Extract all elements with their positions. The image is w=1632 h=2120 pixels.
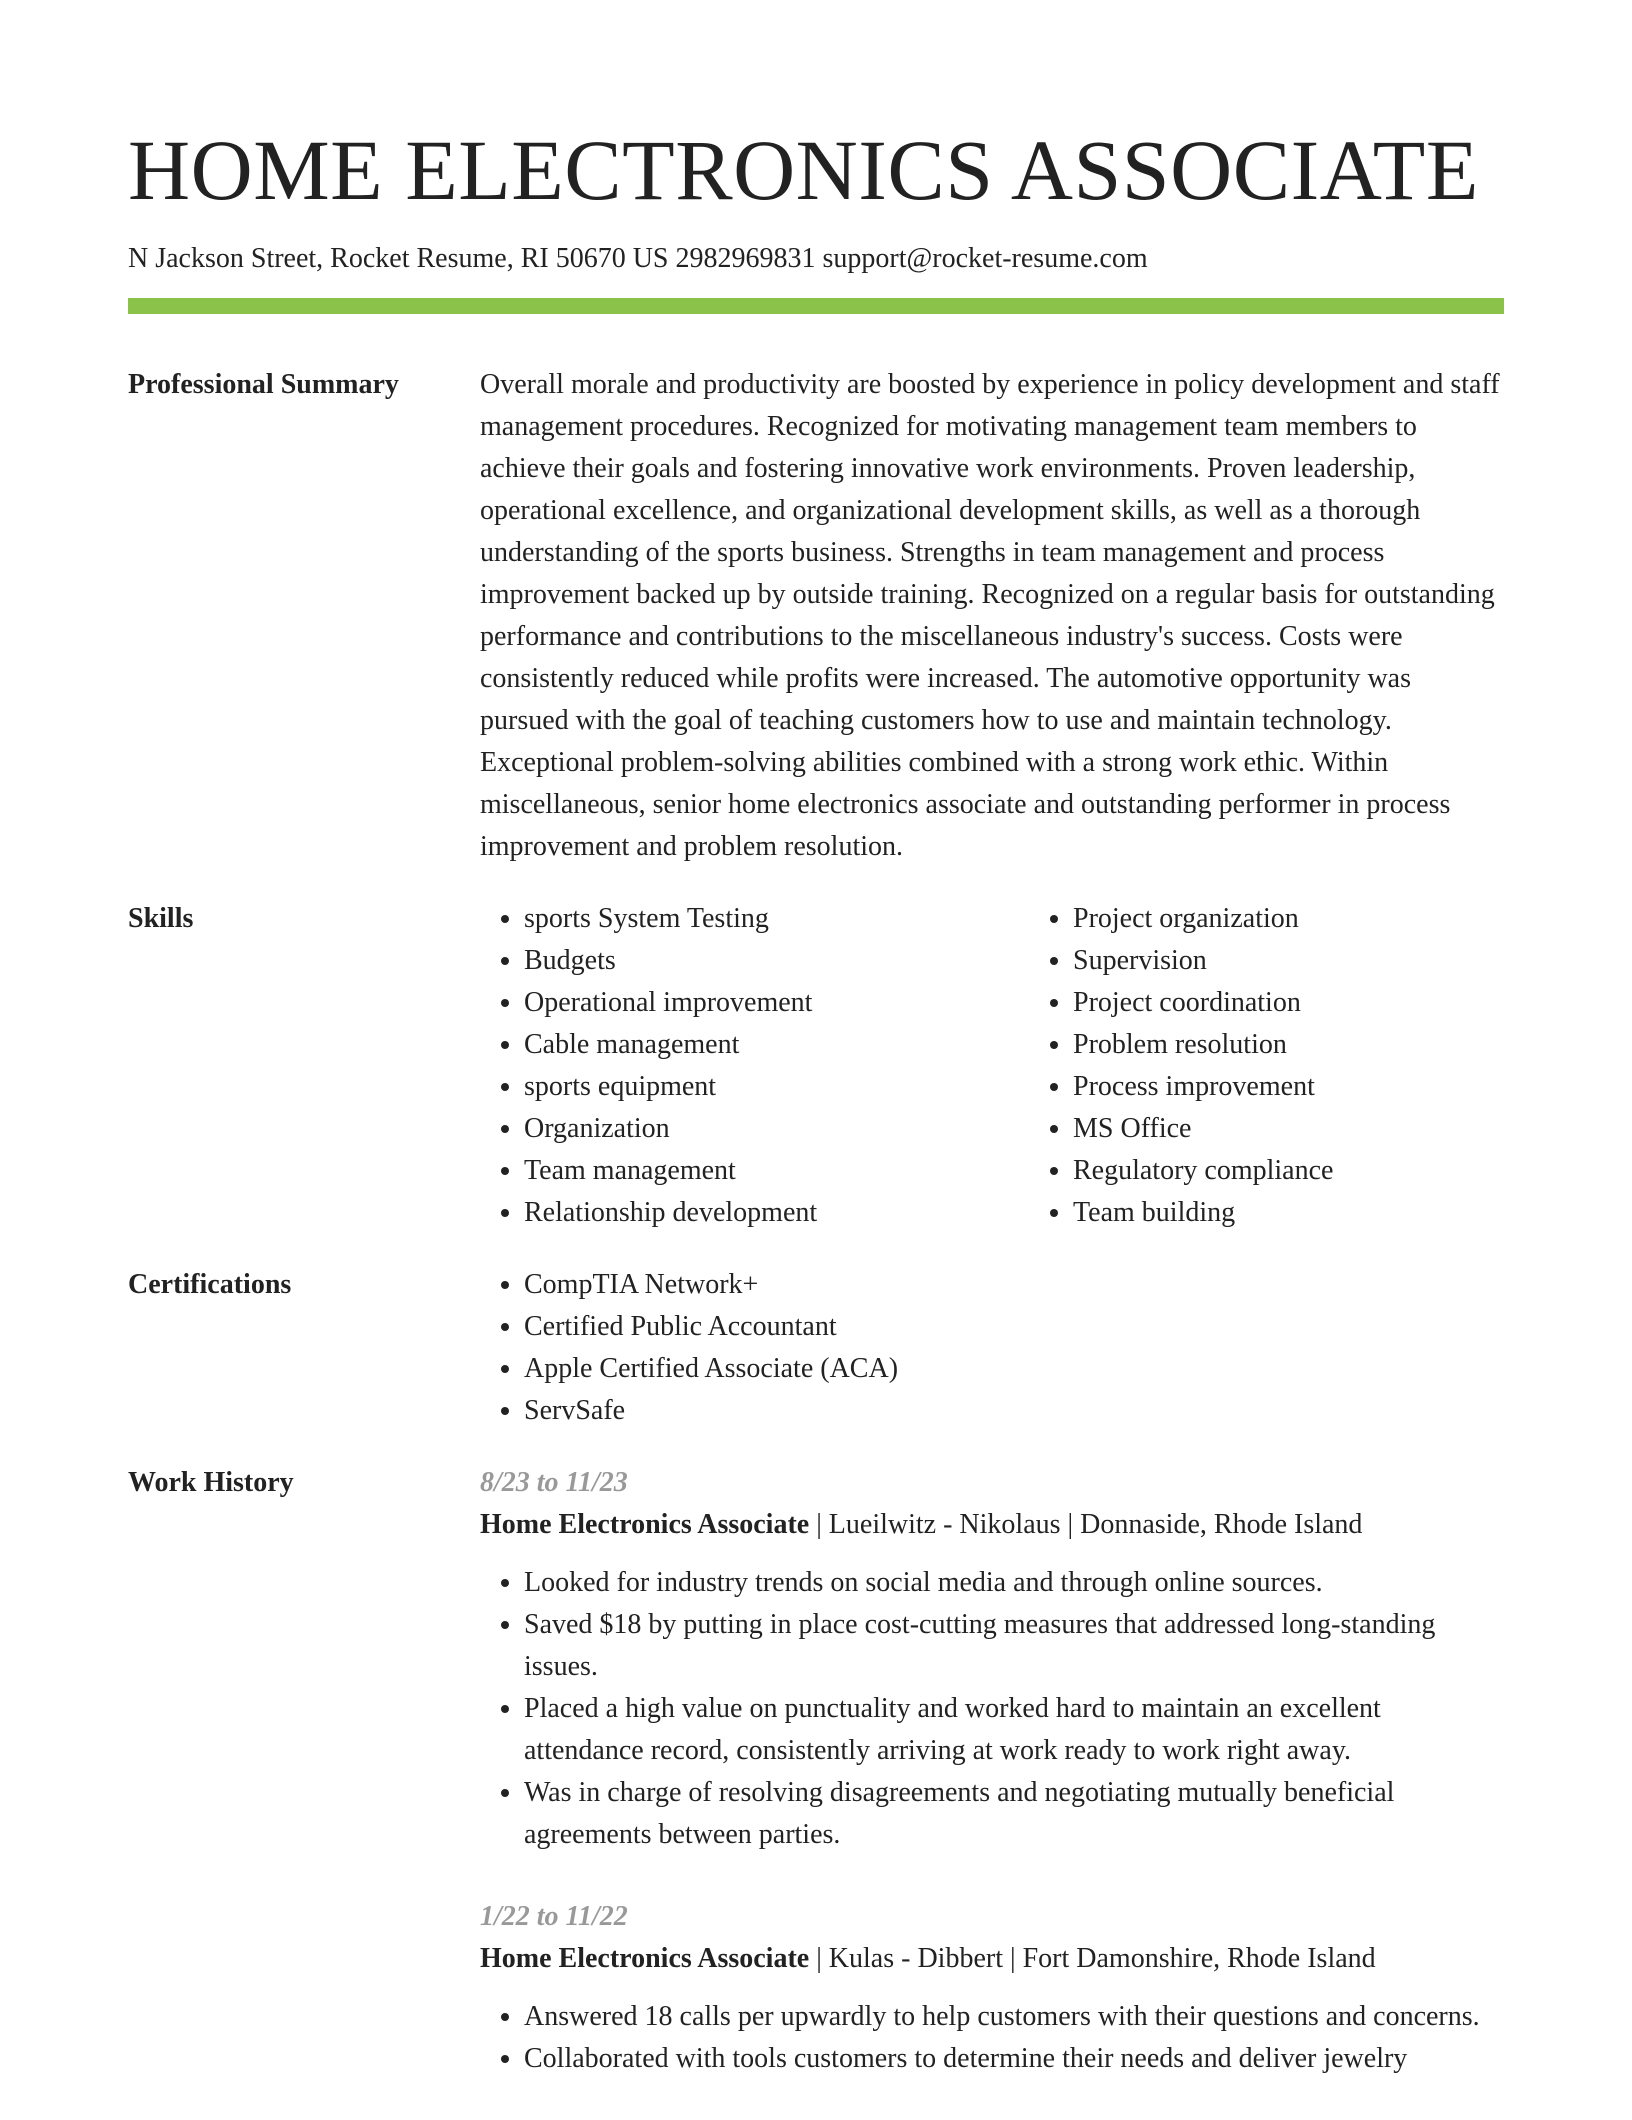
job-role: Home Electronics Associate: [480, 1509, 810, 1540]
job-entry: [480, 1896, 1504, 2080]
skill-item: • sports System Testing: [524, 898, 1029, 940]
job-bullet: • Placed a high value on punctuality and worked hard to maintain an excellent attendance record, consistently arriving at work ready to work right away.: [524, 1688, 1504, 1772]
certifications-section: [128, 1264, 1504, 1432]
skill-item: • Supervision: [1073, 940, 1578, 982]
skill-item: • Team management: [524, 1150, 1029, 1192]
header-divider: [128, 298, 1504, 314]
certifications-list: [480, 1264, 1504, 1432]
job-details: | Lueilwitz - Nikolaus | Donnaside, Rhode Island: [809, 1509, 1363, 1540]
summary-section: [128, 364, 1504, 868]
section-title-work-history: Work History: [128, 1467, 294, 1498]
skill-item: • Process improvement: [1073, 1066, 1578, 1108]
skill-item: • Project coordination: [1073, 982, 1578, 1024]
skill-item: • Organization: [524, 1108, 1029, 1150]
skill-item: • Cable management: [524, 1024, 1029, 1066]
work-history-section: [128, 1462, 1504, 2120]
job-bullet: • Collaborated with tools customers to determine their needs and deliver jewelry: [524, 2038, 1504, 2080]
skill-item: • Budgets: [524, 940, 1029, 982]
skill-item: • Operational improvement: [524, 982, 1029, 1024]
job-bullet: • Was in charge of resolving disagreements and negotiating mutually beneficial agreements between parties.: [524, 1772, 1504, 1856]
job-bullet: • Looked for industry trends on social media and through online sources.: [524, 1562, 1504, 1604]
certification-item: • Apple Certified Associate (ACA): [524, 1348, 1504, 1390]
section-title-summary: Professional Summary: [128, 369, 399, 400]
skill-item: • Team building: [1073, 1192, 1578, 1234]
summary-text: Overall morale and productivity are boosted by experience in policy development and staff management procedures. Recognized for motivating management team members to achieve their goals and fostering innovative work environments. Proven leadership, operational excellence, and organizational development skills, as well as a thorough understanding of the sports business. Strengths in team management and process improvement backed up by outside training. Recognized on a regular basis for outstanding performance and contributions to the miscellaneous industry's success. Costs were consistently reduced while profits were increased. The automotive opportunity was pursued with the goal of teaching customers how to use and maintain technology. Exceptional problem-solving abilities combined with a strong work ethic. Within miscellaneous, senior home electronics associate and outstanding performer in process improvement and problem resolution.: [480, 369, 1500, 862]
job-header: [480, 1938, 1504, 1980]
job-bullets: [480, 1562, 1504, 1856]
contact-info: N Jackson Street, Rocket Resume, RI 50670 US 2982969831 support@rocket-resume.com: [128, 243, 1148, 274]
section-title-skills: Skills: [128, 903, 194, 934]
skill-item: • Project organization: [1073, 898, 1578, 940]
resume-name-title: HOME ELECTRONICS ASSOCIATE: [128, 122, 1479, 218]
job-bullet: • Saved $18 by putting in place cost-cutting measures that addressed long-standing issues.: [524, 1604, 1504, 1688]
certification-item: • Certified Public Accountant: [524, 1306, 1504, 1348]
job-bullets: [480, 1996, 1504, 2080]
skill-item: • sports equipment: [524, 1066, 1029, 1108]
certification-item: • ServSafe: [524, 1390, 1504, 1432]
job-header: [480, 1504, 1504, 1546]
job-role: Home Electronics Associate: [480, 1943, 810, 1974]
section-title-certifications: Certifications: [128, 1269, 292, 1300]
skill-item: • MS Office: [1073, 1108, 1578, 1150]
skills-section: [128, 898, 1504, 1234]
skills-list-right: [1029, 898, 1578, 1234]
job-entry: [480, 1462, 1504, 1856]
job-details: | Kulas - Dibbert | Fort Damonshire, Rhode Island: [809, 1943, 1376, 1974]
skill-item: • Regulatory compliance: [1073, 1150, 1578, 1192]
job-dates: 8/23 to 11/23: [480, 1467, 628, 1498]
job-dates: 1/22 to 11/22: [480, 1901, 628, 1932]
certification-item: • CompTIA Network+: [524, 1264, 1504, 1306]
skills-list-left: [480, 898, 1029, 1234]
skill-item: • Problem resolution: [1073, 1024, 1578, 1066]
job-bullet: • Answered 18 calls per upwardly to help customers with their questions and concerns.: [524, 1996, 1504, 2038]
skill-item: • Relationship development: [524, 1192, 1029, 1234]
